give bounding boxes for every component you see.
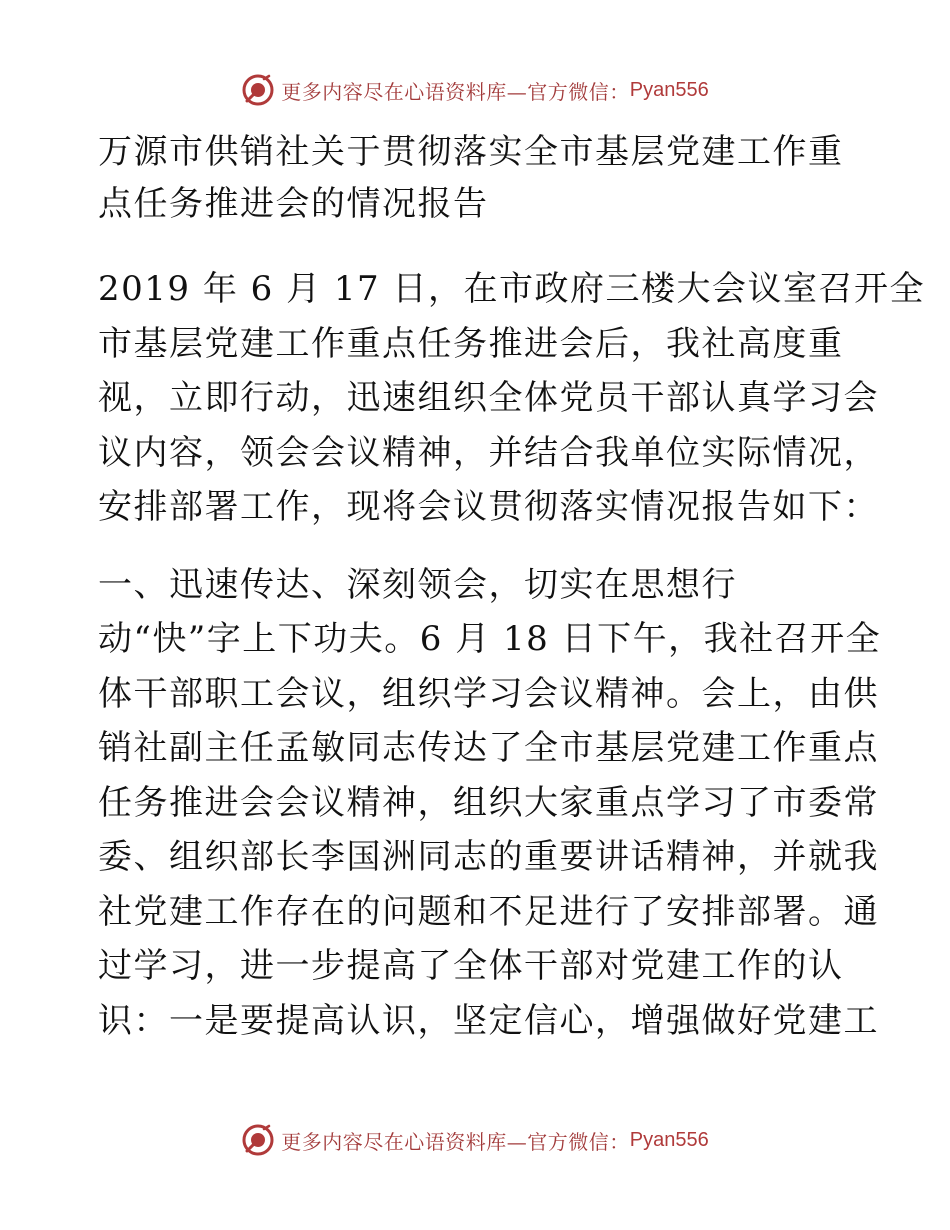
text-line: 销社副主任孟敏同志传达了全市基层党建工作重点 [98,728,879,768]
text-line: 2019 年 6 月 17 日，在市政府三楼大会议室召开全 [98,269,925,309]
brand-logo-icon [241,73,275,107]
text-line: 安排部署工作，现将会议贯彻落实情况报告如下： [98,487,879,527]
paragraph-section-one [98,558,882,1049]
title-line: 点任务推进会的情况报告 [98,184,489,224]
section-heading-line: 一、迅速传达、深刻领会，切实在思想行 [98,564,737,605]
text-line: 议内容，领会会议精神，并结合我单位实际情况， [98,432,879,473]
text-line: 体干部职工会议，组织学习会议精神。会上，由供 [98,673,879,714]
text-line: 过学习，进一步提高了全体干部对党建工作的认 [98,946,844,986]
watermark-text: 更多内容尽在心语资料库—官方微信： [281,1129,630,1154]
text-line: 任务推进会会议精神，组织大家重点学习了市委常 [98,782,879,823]
footer-watermark [0,1120,950,1160]
text-line: 动“快”字上下功夫。6 月 18 日下午，我社召开全 [98,619,882,659]
text-line: 视，立即行动，迅速组织全体党员干部认真学习会 [98,378,879,418]
watermark-wechat-id: Pyan556 [629,1128,709,1151]
document-title [98,126,858,230]
text-line: 社党建工作存在的问题和不足进行了安排部署。通 [98,891,879,932]
watermark-wechat-id: Pyan556 [629,78,709,101]
title-line: 万源市供销社关于贯彻落实全市基层党建工作重 [98,132,844,172]
text-line: 识：一是要提高认识，坚定信心，增强做好党建工 [98,1000,879,1041]
text-line: 市基层党建工作重点任务推进会后，我社高度重 [98,323,844,364]
brand-logo-icon [241,1123,275,1157]
document-body [98,126,925,1048]
watermark-text: 更多内容尽在心语资料库—官方微信： [281,79,630,104]
header-watermark [0,70,950,110]
paragraph-intro [98,262,925,535]
text-line: 委、组织部长李国洲同志的重要讲话精神，并就我 [98,837,879,877]
